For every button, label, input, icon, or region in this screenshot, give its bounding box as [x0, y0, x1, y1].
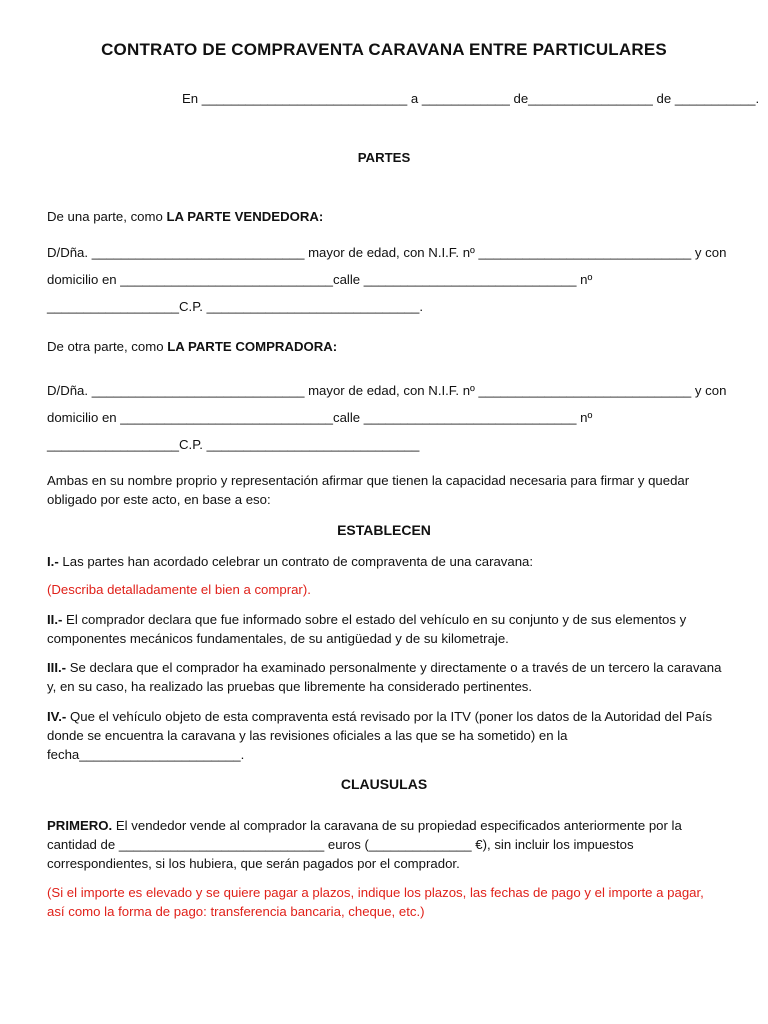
- buyer-intro-prefix: De otra parte, como: [47, 339, 168, 354]
- seller-line-3: __________________C.P. _____________________________.: [47, 299, 423, 314]
- establecen-iii-label: III.-: [47, 660, 67, 675]
- place-date-line: En ____________________________ a ____________ de_________________ de ___________.: [182, 91, 760, 106]
- buyer-line-2: domicilio en _____________________________calle _____________________________ nº: [47, 410, 593, 425]
- establecen-heading: ESTABLECEN: [337, 522, 431, 538]
- establecen-ii-label: II.-: [47, 612, 63, 627]
- buyer-intro: [47, 339, 337, 354]
- establecen-iii: [47, 658, 723, 696]
- clausulas-heading: CLAUSULAS: [340, 776, 428, 792]
- seller-line-1: D/Dña. _____________________________ mayor de edad, con N.I.F. nº _____________________________ y con: [47, 245, 727, 260]
- establecen-ii-text: El comprador declara que fue informado sobre el estado del vehículo en su conjunto y de sus elementos y componentes mecánicos fundamentales, de su antigüedad y de su kilometraje.: [47, 612, 687, 646]
- seller-line-2: domicilio en _____________________________calle _____________________________ nº: [47, 272, 593, 287]
- seller-intro-prefix: De una parte, como: [47, 209, 167, 224]
- establecen-iv: [47, 707, 723, 764]
- establecen-iii-text: Se declara que el comprador ha examinado personalmente y directamente o a través de un tercero la caravana y, en su caso, ha realizado las pruebas que libremente ha considerado pertinentes.: [47, 660, 722, 694]
- partes-heading: PARTES: [357, 150, 411, 165]
- establecen-i-text: Las partes han acordado celebrar un contrato de compraventa de una caravana:: [58, 554, 534, 569]
- establecen-i-note: (Describa detalladamente el bien a comprar).: [47, 582, 311, 597]
- buyer-intro-bold: LA PARTE COMPRADORA:: [167, 339, 338, 354]
- establecen-i-label: I.-: [47, 554, 59, 569]
- seller-intro-bold: LA PARTE VENDEDORA:: [166, 209, 324, 224]
- clausula-primero-label: PRIMERO.: [47, 818, 113, 833]
- document-title: CONTRATO DE COMPRAVENTA CARAVANA ENTRE PARTICULARES: [101, 40, 667, 59]
- buyer-line-3: __________________C.P. _____________________________: [47, 437, 420, 452]
- buyer-line-1: D/Dña. _____________________________ mayor de edad, con N.I.F. nº _____________________________ y con: [47, 383, 727, 398]
- establecen-iv-label: IV.-: [47, 709, 67, 724]
- clausula-primero-text: El vendedor vende al comprador la caravana de su propiedad especificados anteriormente por la cantidad de ____________________________ euros (______________ €), sin incluir los impuestos correspondientes, si los hubiera, que serán pagados por el comprador.: [47, 818, 682, 871]
- establecen-i: [47, 552, 723, 571]
- clausula-primero-note: (Si el importe es elevado y se quiere pagar a plazos, indique los plazos, las fechas de pago y el importe a pagar, así como la forma de pago: transferencia bancaria, cheque, etc.): [47, 885, 704, 919]
- establecen-ii: [47, 610, 723, 648]
- establecen-iv-text: Que el vehículo objeto de esta compraventa está revisado por la ITV (poner los datos de la Autoridad del País donde se encuentra la caravana y las revisiones oficiales a las que se ha sometido) en la fecha______________________.: [47, 709, 713, 762]
- clausula-primero: [47, 816, 723, 873]
- seller-intro: [47, 209, 323, 224]
- capacity-paragraph: Ambas en su nombre proprio y representación afirmar que tienen la capacidad necesaria para firmar y quedar obligado por este acto, en base a eso:: [47, 473, 690, 507]
